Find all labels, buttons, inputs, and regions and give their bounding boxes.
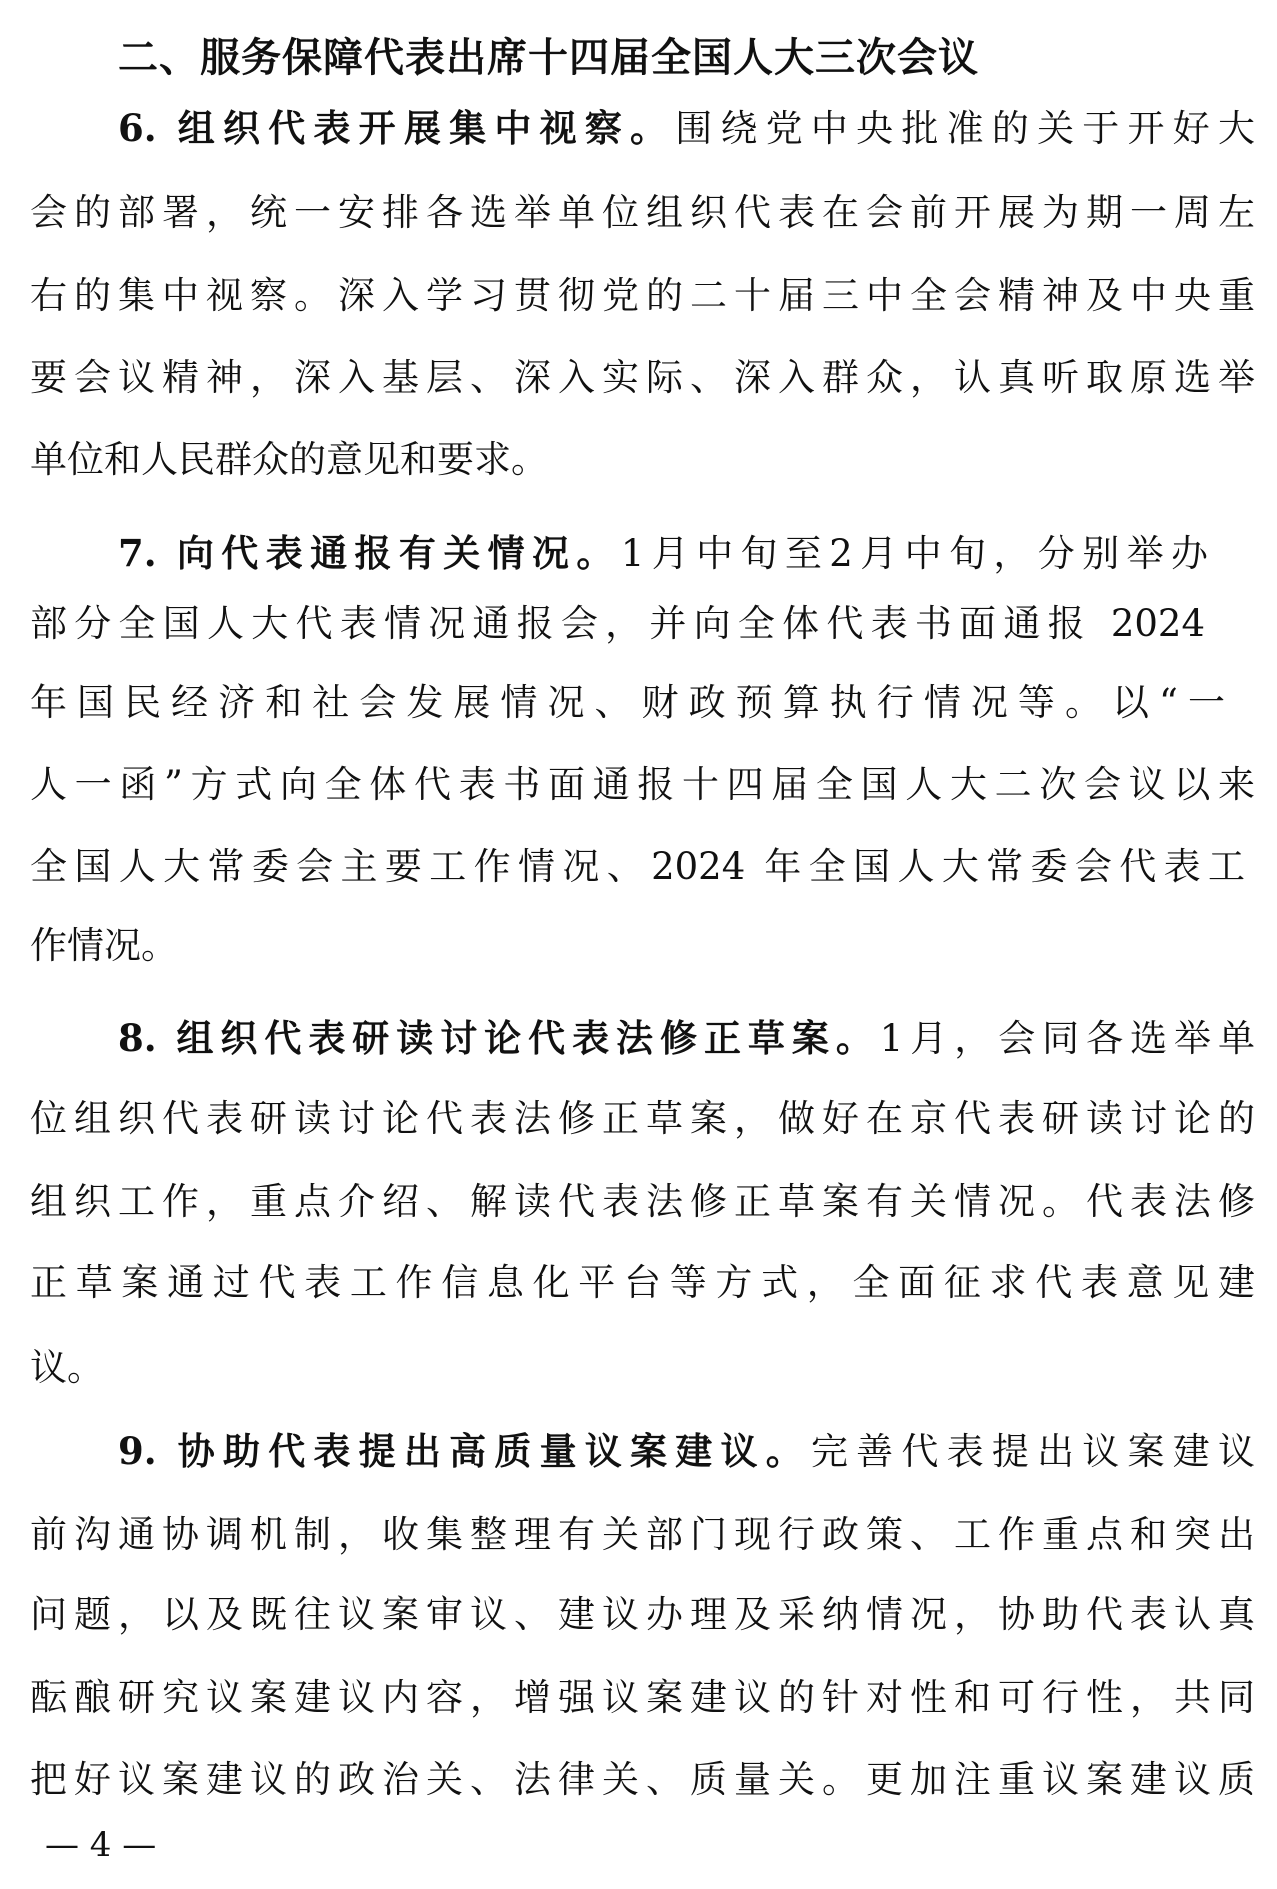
paragraph-line: 酝酿研究议案建议内容，增强议案建议的针对性和可行性，共同 xyxy=(30,1676,1255,1719)
paragraph-line: 部分全国人大代表情况通报会，并向全体代表书面通报 2024 xyxy=(30,602,1205,645)
paragraph-line: 前沟通协调机制，收集整理有关部门现行政策、工作重点和突出 xyxy=(30,1513,1255,1556)
item-text: 1月中旬至2月中旬，分别举办 xyxy=(620,532,1208,575)
paragraph-line: 会的部署，统一安排各选举单位组织代表在会前开展为期一周左 xyxy=(30,191,1255,234)
item-title: 9. 协助代表提出高质量议案建议。 xyxy=(118,1429,811,1473)
paragraph-line: 要会议精神，深入基层、深入实际、深入群众，认真听取原选举 xyxy=(30,356,1255,399)
paragraph-line: 正草案通过代表工作信息化平台等方式，全面征求代表意见建 xyxy=(30,1261,1255,1304)
paragraph-line: 全国人大常委会主要工作情况、2024 年全国人大常委会代表工 xyxy=(30,845,1245,888)
item-text: 完善代表提出议案建议 xyxy=(810,1430,1255,1473)
paragraph-line: 问题，以及既往议案审议、建议办理及采纳情况，协助代表认真 xyxy=(30,1593,1255,1636)
item-text: 1月，会同各选举单 xyxy=(879,1017,1255,1060)
paragraph-line: 作情况。 xyxy=(30,924,178,967)
item-title: 7. 向代表通报有关情况。 xyxy=(118,531,621,575)
paragraph-line: 位组织代表研读讨论代表法修正草案，做好在京代表研读讨论的 xyxy=(30,1097,1255,1140)
paragraph-line: 年国民经济和社会发展情况、财政预算执行情况等。以“一 xyxy=(30,681,1225,724)
paragraph-line xyxy=(118,530,1208,577)
paragraph-line: 人一函”方式向全体代表书面通报十四届全国人大二次会议以来 xyxy=(30,763,1255,806)
paragraph-line xyxy=(118,1015,1255,1062)
paragraph-line: 把好议案建议的政治关、法律关、质量关。更加注重议案建议质 xyxy=(30,1758,1255,1801)
item-title: 8. 组织代表研读讨论代表法修正草案。 xyxy=(118,1016,880,1060)
paragraph-line: 组织工作，重点介绍、解读代表法修正草案有关情况。代表法修 xyxy=(30,1180,1255,1223)
paragraph-line: 单位和人民群众的意见和要求。 xyxy=(30,438,548,481)
paragraph-line xyxy=(118,105,1255,152)
section-heading: 二、服务保障代表出席十四届全国人大三次会议 xyxy=(118,35,979,81)
item-text: 围绕党中央批准的关于开好大 xyxy=(675,107,1255,150)
paragraph-line xyxy=(118,1428,1255,1475)
paragraph-line: 右的集中视察。深入学习贯彻党的二十届三中全会精神及中央重 xyxy=(30,274,1255,317)
page-number: — 4 — xyxy=(45,1825,157,1865)
paragraph-line: 议。 xyxy=(30,1346,104,1389)
item-title: 6. 组织代表开展集中视察。 xyxy=(118,106,676,150)
